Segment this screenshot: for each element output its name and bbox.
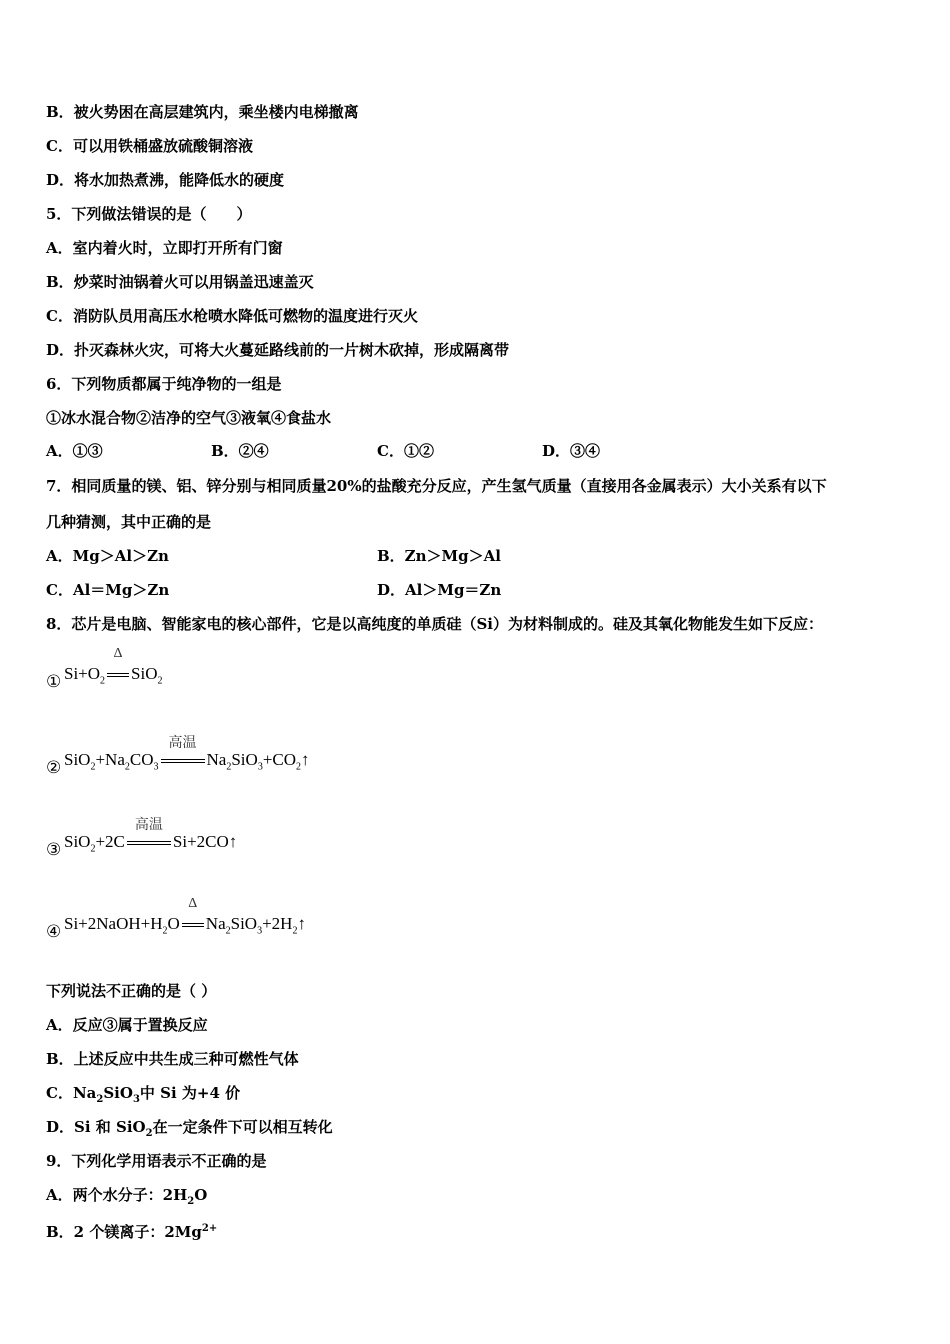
q4-option-c: C．可以用铁桶盛放硫酸铜溶液: [46, 137, 253, 155]
q7-option-d: D．Al＞Mg＝Zn: [377, 581, 502, 599]
q7-options-row2: [46, 580, 906, 600]
q8-option-c: C．$Na_2SiO_3$中 Si 为+4 价: [46, 1084, 241, 1105]
q7-stem-line1: 7．相同质量的镁、铝、锌分别与相同质量20%的盐酸充分反应，产生氢气质量（直接用各金属表示）大小关系有以下: [46, 477, 827, 495]
q8-stem: 8．芯片是电脑、智能家电的核心部件，它是以高纯度的单质硅（Si）为材料制成的。硅及其氧化物能发生如下反应：: [46, 615, 823, 633]
q7-option-a: A．Mg＞Al＞Zn: [46, 547, 169, 565]
q4-option-b: B．被火势困在高层建筑内，乘坐楼内电梯撤离: [46, 103, 359, 121]
q6-option-c: C．①②: [377, 442, 434, 460]
q8-option-d: D．Si 和 SiO$_2$在一定条件下可以相互转化: [46, 1118, 333, 1139]
high-temp-condition: 高温: [134, 818, 163, 833]
q7-option-c: C．Al＝Mg＞Zn: [46, 581, 170, 599]
q8-question: 下列说法不正确的是（ ）: [46, 982, 217, 1000]
q6-options: [46, 441, 906, 461]
q9-option-b: B．2 个镁离子：$2Mg^{2+}$: [46, 1223, 218, 1241]
q8-option-a: A．反应③属于置换反应: [46, 1016, 208, 1034]
equation-2-body: $SiO_2+Na_2CO_3$ 高温 $Na_2SiO_3+CO_2↑$: [64, 750, 310, 772]
equation-3-number: ③: [46, 840, 62, 860]
q7-options-row1: [46, 546, 906, 566]
equation-4-body: $Si+2NaOH+H_2O$ Δ $Na_2SiO_3+2H_2↑$: [64, 896, 306, 937]
q7-option-b: B．Zn＞Mg＞Al: [377, 547, 501, 565]
q6-items: ①冰水混合物②洁净的空气③液氧④食盐水: [46, 409, 332, 427]
q5-option-d: D．扑灭森林火灾，可将大火蔓延路线前的一片树木砍掉，形成隔离带: [46, 341, 510, 359]
q8-option-b: B．上述反应中共生成三种可燃性气体: [46, 1050, 299, 1068]
high-temp-condition: 高温: [168, 736, 197, 751]
delta-condition: Δ: [113, 646, 123, 661]
q5-option-c: C．消防队员用高压水枪喷水降低可燃物的温度进行灭火: [46, 307, 418, 325]
q5-option-a: A．室内着火时，立即打开所有门窗: [46, 239, 283, 257]
q4-option-d: D．将水加热煮沸，能降低水的硬度: [46, 171, 285, 189]
equation-3-body: SiO$_2$+2C 高温 Si+2CO↑: [64, 832, 237, 854]
q5-option-b: B．炒菜时油锅着火可以用锅盖迅速盖灭: [46, 273, 314, 291]
equation-1-body: $Si+O_2$ Δ SiO$_2$: [64, 646, 163, 687]
equation-4-number: ④: [46, 922, 62, 942]
q7-stem-line2: 几种猜测，其中正确的是: [46, 513, 212, 531]
delta-condition: Δ: [188, 896, 198, 911]
q6-option-b: B．②④: [211, 442, 269, 460]
q9-stem: 9．下列化学用语表示不正确的是: [46, 1152, 267, 1170]
q5-stem: 5．下列做法错误的是（ ）: [46, 205, 252, 223]
equation-1-number: ①: [46, 672, 62, 692]
q6-option-d: D．③④: [542, 442, 601, 460]
q9-option-a: A．两个水分子：$2H_2O$: [46, 1186, 208, 1207]
q6-option-a: A．①③: [46, 442, 103, 460]
equation-2-number: ②: [46, 758, 62, 778]
q6-stem: 6．下列物质都属于纯净物的一组是: [46, 375, 282, 393]
